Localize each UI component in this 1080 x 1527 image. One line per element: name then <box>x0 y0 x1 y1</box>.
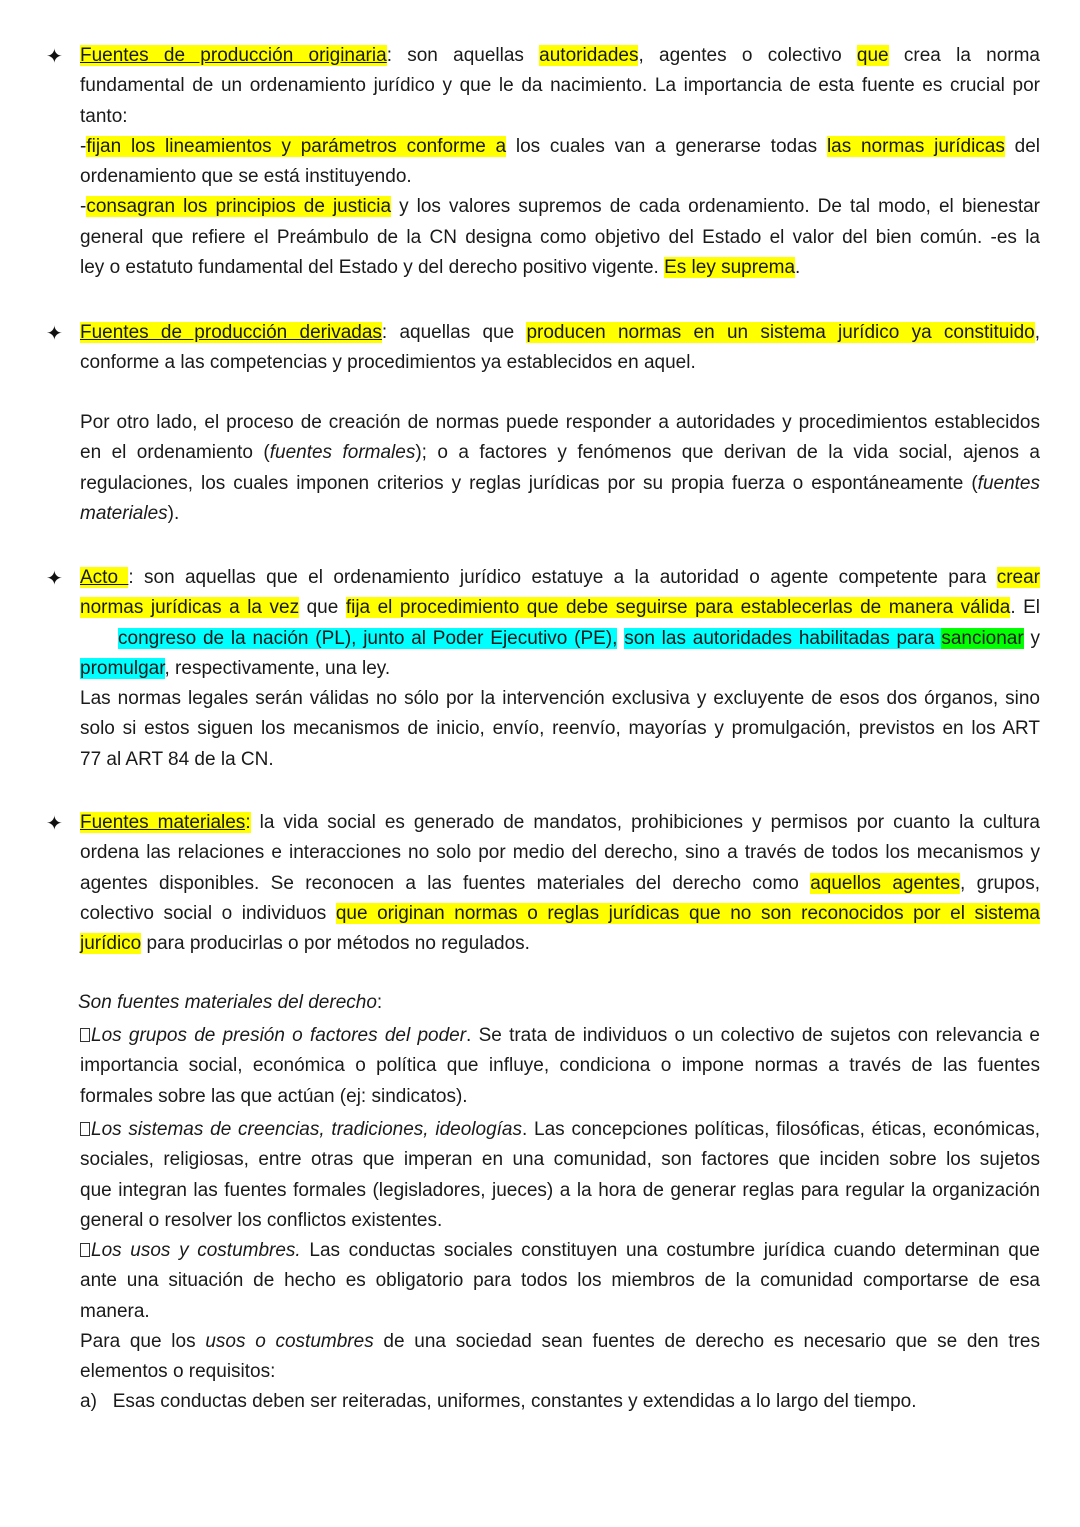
four-point-star-icon: ✦ <box>46 811 63 835</box>
text-line: Las normas legales serán válidas no sólo por la intervención exclusiva y excluyente de esos dos órganos, sino <box>80 688 1040 710</box>
section-fuentes-materiales: ✦ Fuentes materiales: la vida social es generado de mandatos, prohibiciones y permisos por cuanto la cultura ordena las relaciones e interacciones no solo por medio del derecho, sino a través de todos los mecanismos y agentes disponibles. Se reconocen a las fuentes materiales del derecho como aquellos agentes, grupos, colectivo social o individuos que originan normas o reglas jurídicas que no son reconocidos por el sistema jurídico para producirlas o por métodos no regulados. <box>80 808 1040 959</box>
section-fuentes-originaria: ✦ Fuentes de producción originaria: son aquellas autoridades, agentes o colectivo que crea la norma fundamental de un ordenamiento jurídico y que le da nacimiento. La importancia de esta fuente es crucial por tanto: -fijan los lineamientos y parámetros conforme a los cuales van a generarse todas las normas jurídicas del ordenamiento que se está instituyendo. -consagran los principios de justicia y los valores supremos de cada ordenamiento. De tal modo, el bienestar general que refiere el Preámbulo de la CN designa como objetivo del Estado el valor del bien común. -es la ley o estatuto fundamental del Estado y del derecho positivo vigente. Es ley suprema. <box>80 41 1040 283</box>
paragraph-formales-materiales: Por otro lado, el proceso de creación de normas puede responder a autoridades y procedimientos establecidos en el ordenamiento (fuentes formales); o a factores y fenómenos que derivan de la vida social, ajenos a regulaciones, los cuales imponen criterios y reglas jurídicas por su propia fuerza o espontáneamente (fuentes materiales). <box>80 408 1040 529</box>
term-heading: Fuentes de producción originaria <box>80 45 387 66</box>
text-line: 77 al ART 84 de la CN. <box>80 748 274 770</box>
term-heading: Fuentes de producción derivadas <box>80 322 382 343</box>
text-line: tanto: <box>80 105 128 127</box>
text-line: Por otro lado, el proceso de creación de normas puede responder a autoridades y procedimientos establecidos <box>80 412 1040 433</box>
term-heading: Acto <box>80 567 129 588</box>
section-fuentes-derivadas: ✦ Fuentes de producción derivadas: aquellas que producen normas en un sistema jurídico ya constituido, conforme a las competencias y procedimientos ya establecidos en aquel. <box>80 318 1040 379</box>
section-acto: ✦ Acto : son aquellas que el ordenamiento jurídico estatuye a la autoridad o agente competente para crear normas jurídicas a la vez que fija el procedimiento que debe seguirse para establecerlas de manera válida. El congreso de la nación (PL), junto al Poder Ejecutivo (PE), son las autoridades habilitadas para sancionar y promulgar, respectivamente, una ley. Las normas legales serán válidas no sólo por la intervención exclusiva y excluyente de esos dos órganos, sino solo si estos siguen los mecanismos de inicio, envío, reenvío, mayorías y promulgación, previstos en los ART 77 al ART 84 de la CN. <box>80 563 1040 775</box>
term-heading: Fuentes materiales <box>80 812 246 833</box>
four-point-star-icon: ✦ <box>46 44 63 68</box>
missing-glyph-icon <box>80 1028 90 1042</box>
text-line: ordenamiento que se está instituyendo. <box>80 166 412 188</box>
list-item-usos: Los usos y costumbres. Las conductas sociales constituyen una costumbre jurídica cuando determinan que ante una situación de hecho es obligatorio para todos los miembros de la comunidad comportarse de esa manera. Para que los usos o costumbres de una sociedad sean fuentes de derecho es necesario que se den tres elementos o requisitos: a) Esas conductas deben ser reiteradas, uniformes, constantes y extendidas a lo largo del tiempo. <box>80 1236 1040 1418</box>
list-fuentes-materiales: Los grupos de presión o factores del poder. Se trata de individuos o un colectivo de sujetos con relevancia e importancia social, económica o política que influye, condiciona o impone normas a través de las fuentes formales sobre las que actúan (ej: sindicatos). <box>80 1025 1040 1107</box>
text-line: general que refiere el Preámbulo de la CN designa como objetivo del Estado el valor del bien común. -es la <box>80 226 1040 248</box>
four-point-star-icon: ✦ <box>46 566 63 590</box>
text-line: solo si estos siguen los mecanismos de inicio, envío, reenvío, mayorías y promulgación, previstos en los ART <box>80 718 1040 740</box>
missing-glyph-icon <box>80 1243 90 1257</box>
text-line: conforme a las competencias y procedimientos ya establecidos en aquel. <box>80 352 696 374</box>
missing-glyph-icon <box>80 1122 90 1136</box>
four-point-star-icon: ✦ <box>46 321 63 345</box>
list-item-a: a) Esas conductas deben ser reiteradas, uniformes, constantes y extendidas a lo largo del tiempo. <box>80 1391 917 1413</box>
list-item-creencias: Los sistemas de creencias, tradiciones, ideologías. Las concepciones políticas, filosóficas, éticas, económicas, sociales, religiosas, entre otras que imperan en una comunidad, son factores que inciden sobre los sujetos que integran las fuentes formales (legisladores, jueces) a la hora de generar reglas para regular la organización general o resolver los conflictos existentes. <box>80 1119 1040 1231</box>
text-line: fundamental de un ordenamiento jurídico y que le da nacimiento. La importancia de esta fuente es crucial por <box>80 75 1040 97</box>
heading-son-fuentes: Son fuentes materiales del derecho: <box>78 992 383 1013</box>
text-line: ordena las relaciones e interacciones no solo por medio del derecho, sino a través de todos los mecanismos y <box>80 842 1040 864</box>
